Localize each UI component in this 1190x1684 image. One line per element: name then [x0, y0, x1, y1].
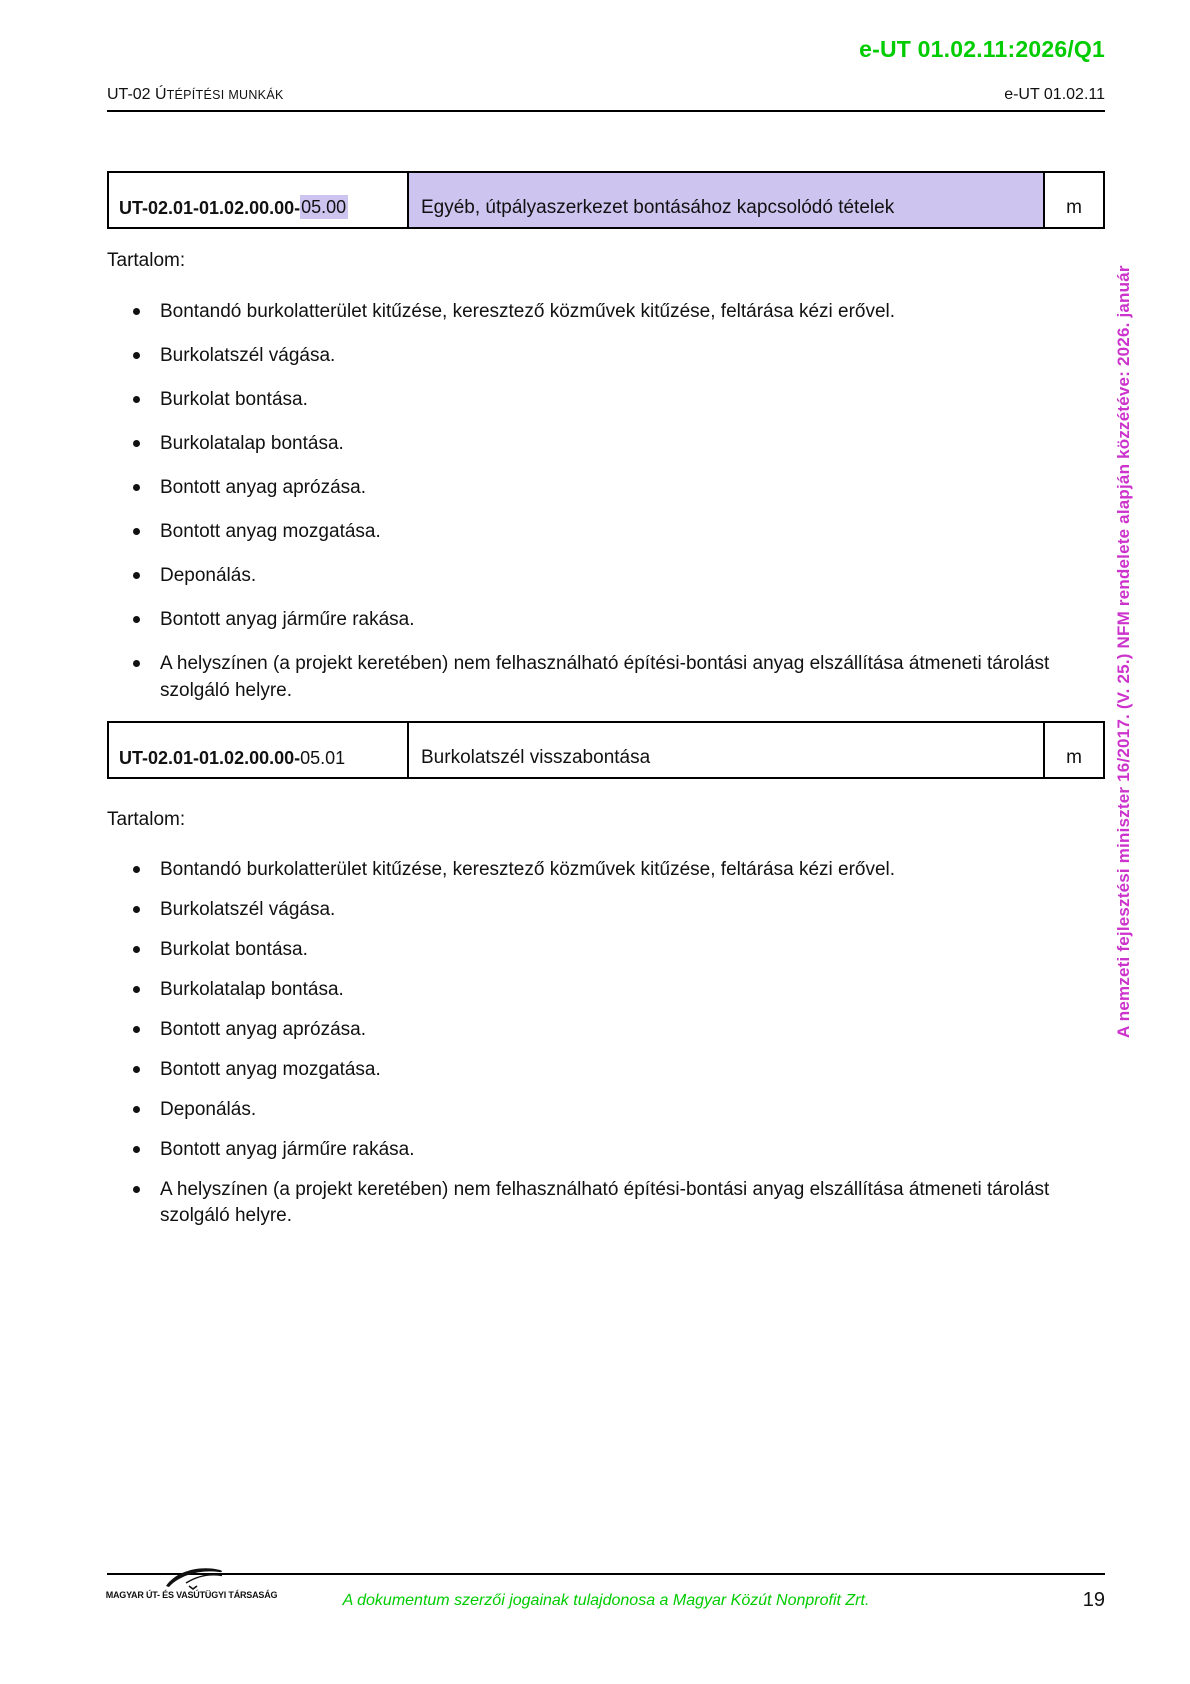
legal-side-note: A nemzeti fejlesztési miniszter 16/2017. (V. 25.) NFM rendelete alapján közzétéve: 2026. január — [1114, 265, 1133, 1038]
list-item: Burkolatalap bontása. — [107, 977, 1060, 1003]
standard-reference-title: e-UT 01.02.11:2026/Q1 — [859, 36, 1105, 62]
item-code-prefix: UT-02.01-01.02.00.00- — [119, 198, 301, 218]
list-item: Deponálás. — [107, 562, 1060, 589]
section-code: UT-02 Ú — [107, 86, 167, 103]
content-list-2 — [107, 857, 1105, 1229]
list-item: Bontott anyag járműre rakása. — [107, 1137, 1060, 1163]
item-code-suffix: 05.00 — [301, 197, 347, 217]
list-item: Deponálás. — [107, 1097, 1060, 1123]
running-header — [107, 86, 1105, 106]
page-number: 19 — [1082, 1589, 1105, 1611]
list-item: Bontott anyag aprózása. — [107, 1017, 1060, 1043]
running-header-right: e-UT 01.02.11 — [1004, 86, 1105, 103]
copyright-notice: A dokumentum szerzői jogainak tulajdonosa a Magyar Közút Nonprofit Zrt. — [342, 1592, 870, 1609]
content-label-1: Tartalom: — [107, 250, 186, 271]
section-title: TÉPÍTÉSI MUNKÁK — [166, 88, 284, 102]
item-code-suffix: 05.01 — [300, 748, 346, 768]
list-item: Bontott anyag mozgatása. — [107, 518, 1060, 545]
item-title-cell — [409, 723, 1045, 777]
item-title-cell — [409, 173, 1045, 227]
logo-swoosh-icon — [156, 1566, 228, 1590]
item-table-1 — [107, 171, 1105, 229]
running-header-left — [107, 86, 284, 104]
list-item: Burkolat bontása. — [107, 937, 1060, 963]
item-code-cell — [109, 173, 409, 227]
list-item: Burkolatalap bontása. — [107, 430, 1060, 457]
page-content — [107, 0, 1105, 1243]
list-item: Bontandó burkolatterület kitűzése, keresztező közművek kitűzése, feltárása kézi erővel. — [107, 298, 1060, 325]
item-code-prefix: UT-02.01-01.02.00.00- — [119, 748, 301, 768]
list-item: Bontott anyag aprózása. — [107, 474, 1060, 501]
list-item: A helyszínen (a projekt keretében) nem felhasználható építési-bontási anyag elszállítása átmeneti tárolást szolgáló helyre. — [107, 650, 1060, 704]
item-title: Egyéb, útpályaszerkezet bontásához kapcsolódó tételek — [421, 197, 895, 218]
list-item: A helyszínen (a projekt keretében) nem felhasználható építési-bontási anyag elszállítása átmeneti tárolást szolgáló helyre. — [107, 1177, 1060, 1229]
item-code-cell — [109, 723, 409, 777]
content-list-1 — [107, 298, 1105, 704]
item-table-2 — [107, 721, 1105, 779]
header-rule — [107, 110, 1105, 112]
item-unit: m — [1066, 197, 1082, 218]
item-unit-cell — [1045, 723, 1103, 777]
list-item: Burkolatszél vágása. — [107, 897, 1060, 923]
organization-name: MAGYAR ÚT- ÉS VASÚTÜGYI TÁRSASÁG — [105, 1590, 278, 1600]
content-label-2: Tartalom: — [107, 809, 186, 830]
list-item: Bontott anyag járműre rakása. — [107, 606, 1060, 633]
list-item: Bontandó burkolatterület kitűzése, keresztező közművek kitűzése, feltárása kézi erővel. — [107, 857, 1060, 883]
item-title: Burkolatszél visszabontása — [421, 747, 651, 768]
list-item: Bontott anyag mozgatása. — [107, 1057, 1060, 1083]
list-item: Burkolatszél vágása. — [107, 342, 1060, 369]
list-item: Burkolat bontása. — [107, 386, 1060, 413]
item-unit: m — [1066, 747, 1082, 768]
item-unit-cell — [1045, 173, 1103, 227]
